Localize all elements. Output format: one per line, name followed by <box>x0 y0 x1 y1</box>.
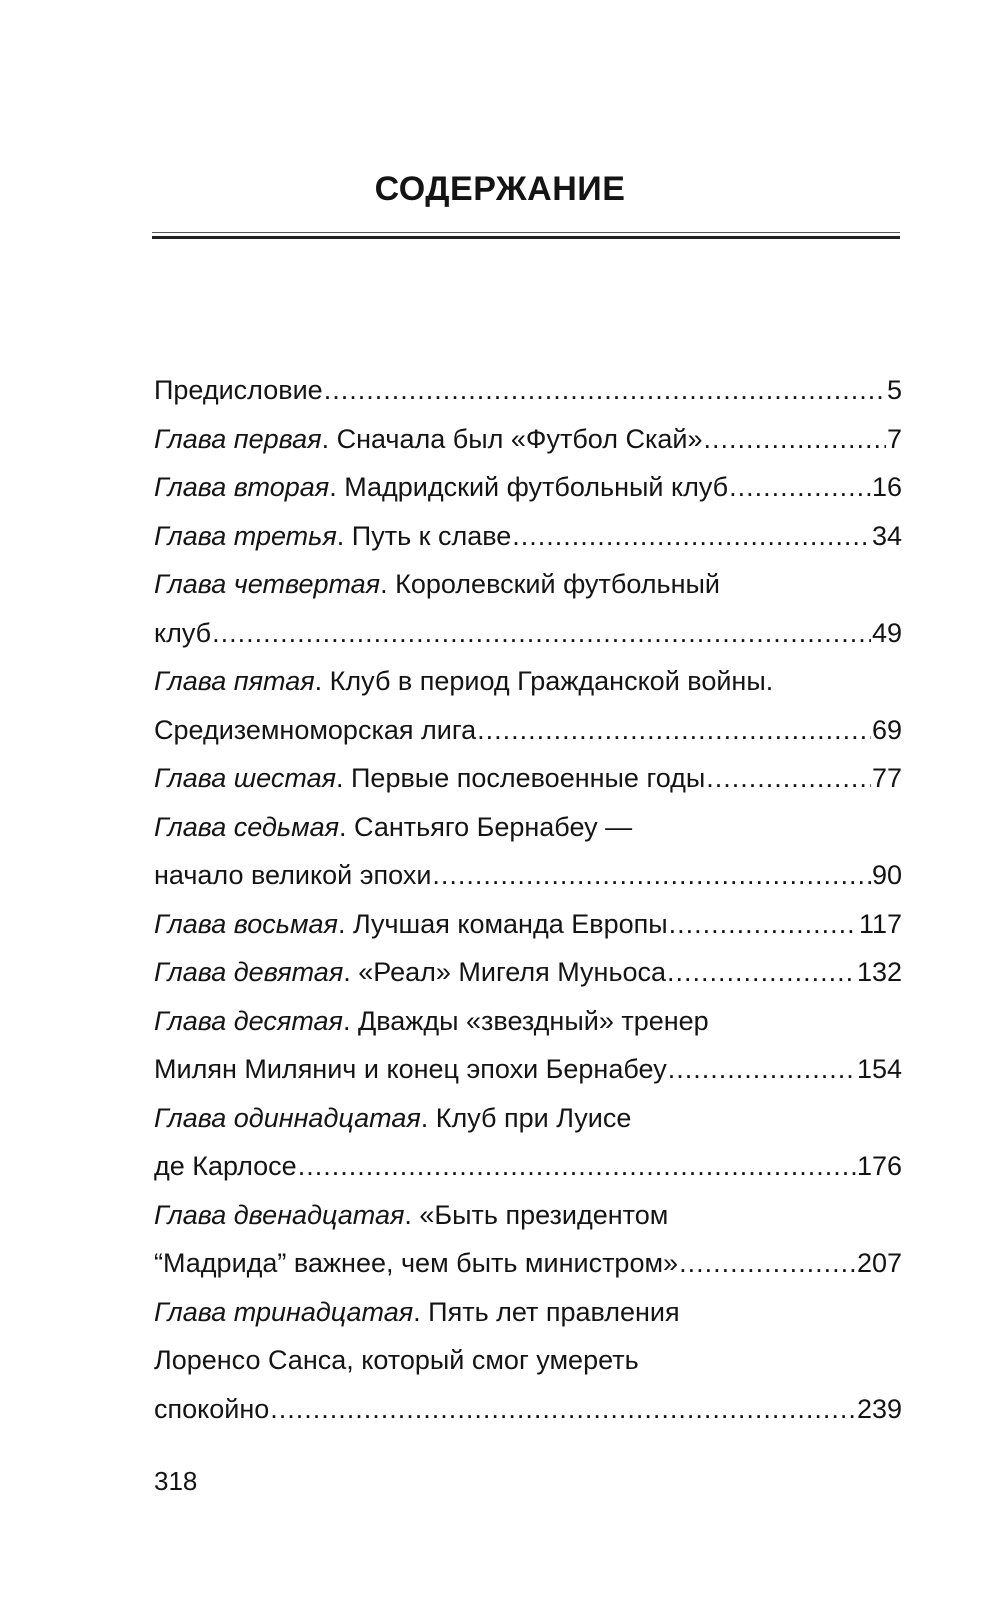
table-of-contents <box>154 366 902 1433</box>
toc-entry-chapter-9[interactable] <box>154 948 902 997</box>
entry-title-cont: Лоренсо Санса, который смог умереть <box>154 1345 639 1375</box>
title-rule-thick <box>152 236 900 239</box>
entry-page: 5 <box>886 375 902 405</box>
entry-title-cont: “Мадрида” важнее, чем быть министром» <box>154 1248 679 1278</box>
leader-dots <box>729 463 871 512</box>
leader-dots <box>477 706 871 755</box>
entry-page: 49 <box>871 617 902 648</box>
toc-entry-chapter-2[interactable] <box>154 463 902 512</box>
chapter-label: Глава третья <box>154 520 337 551</box>
entry-page: 7 <box>886 423 902 454</box>
entry-title: . Пять лет правления <box>413 1296 680 1327</box>
toc-entry-chapter-12[interactable] <box>154 1191 902 1288</box>
entry-title-cont: клуб <box>154 617 212 648</box>
leader-dots <box>270 1385 856 1434</box>
entry-page: 90 <box>871 860 902 890</box>
leader-dots <box>703 415 885 464</box>
toc-entry-chapter-10[interactable] <box>154 997 902 1094</box>
entry-page: 117 <box>858 908 902 939</box>
chapter-label: Глава двенадцатая <box>154 1199 405 1230</box>
chapter-label: Глава вторая <box>154 472 330 502</box>
leader-dots <box>679 1239 856 1288</box>
chapter-label: Глава десятая <box>154 1005 343 1036</box>
entry-page: 132 <box>856 957 902 987</box>
toc-entry-chapter-1[interactable] <box>154 415 902 464</box>
entry-page: 154 <box>856 1054 902 1084</box>
title-rule-thin <box>152 232 900 233</box>
leader-dots <box>298 1142 856 1191</box>
toc-entry-chapter-8[interactable] <box>154 900 902 949</box>
leader-dots <box>432 851 871 900</box>
entry-title: . «Быть президентом <box>404 1199 669 1230</box>
toc-entry-chapter-7[interactable] <box>154 803 902 900</box>
leader-dots <box>668 1045 856 1094</box>
leader-dots <box>669 900 858 949</box>
entry-page: 239 <box>856 1393 902 1424</box>
entry-page: 176 <box>856 1151 902 1181</box>
entry-page: 34 <box>871 520 902 551</box>
entry-title: . Путь к славе <box>336 520 512 551</box>
entry-title-cont: де Карлосе <box>154 1151 297 1181</box>
chapter-label: Глава седьмая <box>154 811 340 842</box>
leader-dots <box>706 754 871 803</box>
toc-entry-preface[interactable] <box>154 366 902 415</box>
entry-title-cont: Милян Милянич и конец эпохи Бернабеу <box>154 1054 667 1084</box>
entry-title: . Дважды «звездный» тренер <box>342 1005 709 1036</box>
chapter-label: Глава шестая <box>154 763 337 793</box>
entry-title-cont: начало великой эпохи <box>154 860 432 890</box>
entry-title: . «Реал» Мигеля Муньоса <box>343 957 667 987</box>
entry-title: . Мадридский футбольный клуб <box>329 472 729 502</box>
entry-page: 207 <box>856 1248 902 1278</box>
chapter-label: Глава четвертая <box>154 569 381 599</box>
page-title: СОДЕРЖАНИЕ <box>374 170 626 208</box>
toc-entry-chapter-4[interactable] <box>154 560 902 657</box>
toc-entry-chapter-3[interactable] <box>154 512 902 561</box>
entry-title: Предисловие <box>154 375 323 405</box>
entry-page: 69 <box>871 714 902 745</box>
toc-entry-chapter-6[interactable] <box>154 754 902 803</box>
entry-title-cont: Средиземноморская лига <box>154 714 477 745</box>
entry-title: . Лучшая команда Европы <box>337 908 668 939</box>
toc-entry-chapter-13[interactable] <box>154 1288 902 1434</box>
entry-title: . Клуб в период Гражданской войны. <box>314 666 774 696</box>
entry-page: 16 <box>871 472 902 502</box>
entry-title: . Клуб при Луисе <box>420 1102 632 1133</box>
leader-dots <box>512 512 871 561</box>
chapter-label: Глава пятая <box>154 666 315 696</box>
entry-title-cont: спокойно <box>154 1393 270 1424</box>
page-number: 318 <box>154 1466 198 1496</box>
chapter-label: Глава восьмая <box>154 908 338 939</box>
entry-page: 77 <box>871 763 902 793</box>
entry-title: . Королевский футбольный <box>380 569 720 599</box>
chapter-label: Глава тринадцатая <box>154 1296 414 1327</box>
leader-dots <box>667 948 856 997</box>
toc-entry-chapter-5[interactable] <box>154 657 902 754</box>
entry-title: . Сначала был «Футбол Скай» <box>321 423 703 454</box>
toc-entry-chapter-11[interactable] <box>154 1094 902 1191</box>
entry-title: . Сантьяго Бернабеу — <box>339 811 633 842</box>
leader-dots <box>212 609 871 658</box>
chapter-label: Глава одиннадцатая <box>154 1102 421 1133</box>
entry-title: . Первые послевоенные годы <box>336 763 706 793</box>
chapter-label: Глава первая <box>154 423 322 454</box>
leader-dots <box>324 366 886 415</box>
chapter-label: Глава девятая <box>154 957 344 987</box>
